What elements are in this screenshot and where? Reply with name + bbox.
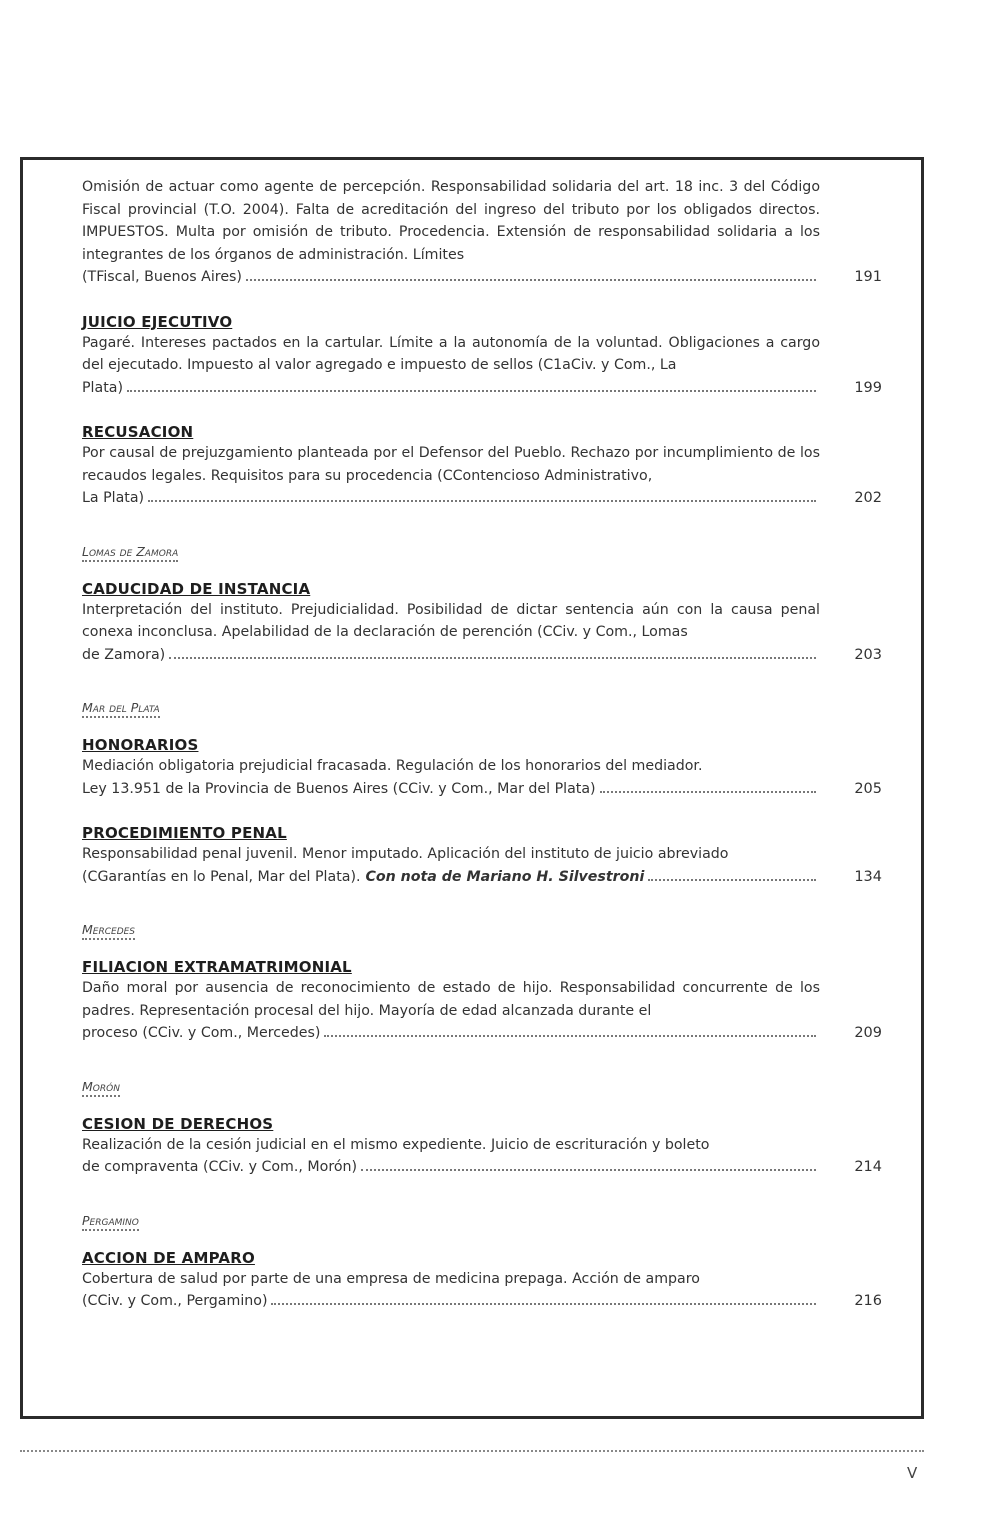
entry-summary: Cobertura de salud por parte de una empresa de medicina prepaga. Acción de amparo (82, 1270, 700, 1287)
city-heading: Mercedes (82, 922, 135, 940)
entry-heading: PROCEDIMIENTO PENAL (82, 824, 287, 842)
entry-heading: HONORARIOS (82, 736, 199, 754)
entry-court: La Plata) (82, 490, 145, 506)
index-entry (82, 423, 882, 510)
entry-court: proceso (CCiv. y Com., Mercedes) (82, 1025, 321, 1041)
index-entry (82, 1249, 882, 1313)
page-number[interactable]: 191 (854, 269, 882, 285)
leader-dots (127, 389, 816, 392)
entry-court: de compraventa (CCiv. y Com., Morón) (82, 1159, 358, 1175)
leader-dots (361, 1168, 816, 1171)
entry-text (82, 843, 882, 888)
city-heading: Mar del Plata (82, 700, 160, 718)
city-heading: Pergamino (82, 1213, 139, 1231)
entry-summary: Mediación obligatoria prejudicial fracasada. Regulación de los honorarios del mediador. (82, 758, 703, 774)
leader-dots (148, 499, 816, 502)
entry-summary: Responsabilidad penal juvenil. Menor imputado. Aplicación del instituto de juicio abreviado (82, 846, 729, 862)
leader-dots (324, 1034, 816, 1037)
index-entry (82, 1115, 882, 1179)
entry-summary: Por causal de prejuzgamiento planteada por el Defensor del Pueblo. Rechazo por incumplimiento de los recaudos legales. Requisitos para su procedencia (CContencioso Administrativo, (82, 445, 820, 484)
entry-heading: FILIACION EXTRAMATRIMONIAL (82, 958, 352, 976)
entry-text (82, 599, 882, 667)
entry-text (82, 755, 882, 800)
index-entry (82, 176, 882, 289)
entry-court: de Zamora) (82, 646, 166, 663)
entry-summary: Realización de la cesión judicial en el mismo expediente. Juicio de escrituración y boleto (82, 1136, 710, 1153)
page-folio: V (907, 1464, 918, 1482)
page-number[interactable]: 214 (854, 1159, 882, 1175)
entry-text (82, 332, 882, 400)
entry-heading: CADUCIDAD DE INSTANCIA (82, 579, 311, 598)
entry-court: Plata) (82, 379, 123, 396)
index-entry (82, 824, 882, 888)
leader-dots (271, 1302, 816, 1305)
entry-summary: Pagaré. Intereses pactados en la cartular. Límite a la autonomía de la voluntad. Obligaciones a cargo del ejecutado. Impuesto al valor agregado e impuesto de sellos (C1aCiv. y Com., La (82, 334, 820, 373)
entry-summary: Interpretación del instituto. Prejudicialidad. Posibilidad de dictar sentencia aún con la causa penal conexa inconclusa. Apelabilidad de la declaración de perención (CCiv. y Com., Lomas (82, 601, 820, 640)
entry-court: (CCiv. y Com., Pergamino) (82, 1293, 268, 1309)
entry-heading: CESION DE DERECHOS (82, 1114, 274, 1133)
index-entry (82, 580, 882, 667)
entry-summary: Omisión de actuar como agente de percepción. Responsabilidad solidaria del art. 18 inc. 3 del Código Fiscal provincial (T.O. 2004). Falta de acreditación del ingreso del tributo por los obligados directos. IMPUESTOS. Multa por omisión de tributo. Procedencia. Extensión de responsabilidad solidaria a los integrantes de los órganos de administración. Límites (82, 179, 820, 263)
leader-dots (246, 278, 816, 281)
footer-divider (20, 1450, 924, 1452)
leader-dots (600, 790, 816, 793)
page-number[interactable]: 209 (854, 1025, 882, 1041)
city-heading: Morón (82, 1079, 120, 1097)
page-number[interactable]: 202 (854, 490, 882, 506)
entry-text (82, 977, 882, 1045)
page-number[interactable]: 134 (854, 868, 882, 885)
entry-court: Ley 13.951 de la Provincia de Buenos Aires (CCiv. y Com., Mar del Plata) (82, 780, 596, 797)
entry-summary: Daño moral por ausencia de reconocimiento de estado de hijo. Responsabilidad concurrente de los padres. Representación procesal del hijo. Mayoría de edad alcanzada durante el (82, 980, 820, 1019)
index-entry (82, 958, 882, 1045)
entry-text (82, 1134, 882, 1179)
entry-text (82, 442, 882, 510)
entry-heading: RECUSACION (82, 423, 194, 441)
index-entry (82, 313, 882, 400)
entry-text (82, 176, 882, 289)
page-number[interactable]: 216 (854, 1293, 882, 1309)
page-number[interactable]: 203 (854, 646, 882, 663)
entry-court: (TFiscal, Buenos Aires) (82, 269, 242, 285)
index-entry (82, 736, 882, 800)
leader-dots (648, 878, 816, 881)
city-heading: Lomas de Zamora (82, 544, 178, 562)
entry-text (82, 1268, 882, 1313)
page-number[interactable]: 205 (854, 780, 882, 797)
entry-heading: JUICIO EJECUTIVO (82, 312, 233, 331)
page-number[interactable]: 199 (854, 379, 882, 396)
entry-court: (CGarantías en lo Penal, Mar del Plata). (82, 868, 361, 885)
index-list (82, 176, 882, 1337)
entry-note: Con nota de Mariano H. Silvestroni (360, 868, 645, 885)
leader-dots (169, 656, 816, 659)
entry-heading: ACCION DE AMPARO (82, 1248, 255, 1267)
